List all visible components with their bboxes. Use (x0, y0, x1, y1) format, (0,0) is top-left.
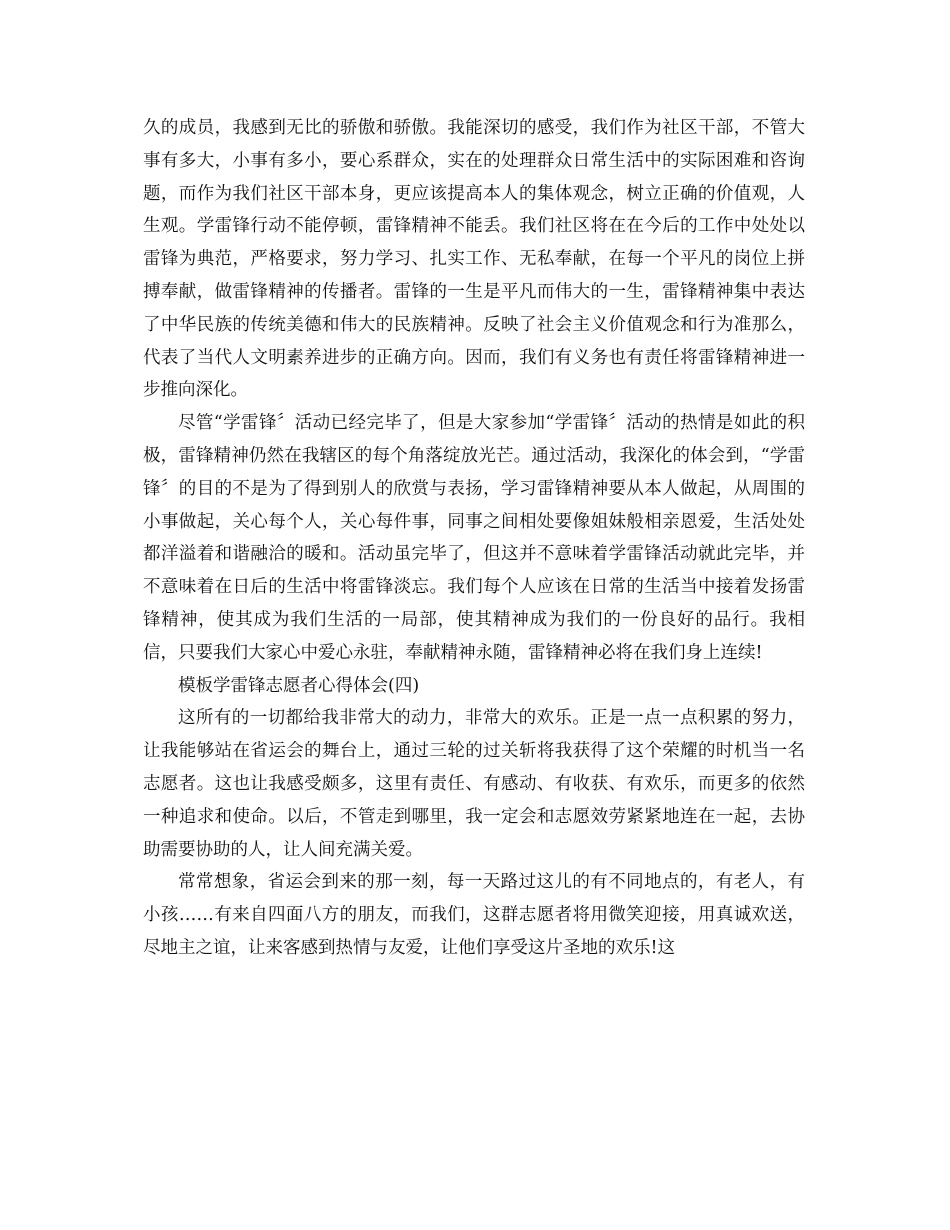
document-body (143, 112, 805, 965)
paragraph: 常常想象，省运会到来的那一刻，每一天路过这儿的有不同地点的，有老人，有小孩……有来自四面八方的朋友，而我们，这群志愿者将用微笑迎接，用真诚欢送，尽地主之谊，让来客感到热情与友爱，让他们享受这片圣地的欢乐!这 (143, 872, 805, 958)
paragraph-continuation: 久的成员，我感到无比的骄傲和骄傲。我能深切的感受，我们作为社区干部，不管大事有多大，小事有多小，要心系群众，实在的处理群众日常生活中的实际困难和咨询题，而作为我们社区干部本身，更应该提高本人的集体观念，树立正确的价值观，人生观。学雷锋行动不能停顿，雷锋精神不能丢。我们社区将在在今后的工作中处处以雷锋为典范，严格要求，努力学习、扎实工作、无私奉献，在每一个平凡的岗位上拼搏奉献，做雷锋精神的传播者。雷锋的一生是平凡而伟大的一生，雷锋精神集中表达了中华民族的传统美德和伟大的民族精神。反映了社会主义价值观念和行为准那么，代表了当代人文明素养进步的正确方向。因而，我们有义务也有责任将雷锋精神进一步推向深化。 (143, 118, 805, 401)
paragraph: 这所有的一切都给我非常大的动力，非常大的欢乐。正是一点一点积累的努力，让我能够站在省运会的舞台上，通过三轮的过关斩将我获得了这个荣耀的时机当一名志愿者。这也让我感受颇多，这里有责任、有感动、有收获、有欢乐，而更多的依然一种追求和使命。以后，不管走到哪里，我一定会和志愿效劳紧紧地连在一起，去协助需要协助的人，让人间充满关爱。 (143, 708, 805, 860)
paragraph: 尽管“学雷锋〞活动已经完毕了，但是大家参加“学雷锋〞活动的热情是如此的积极，雷锋精神仍然在我辖区的每个角落绽放光芒。通过活动，我深化的体会到，“学雷锋〞的目的不是为了得到别人的欣赏与表扬，学习雷锋精神要从本人做起，从周围的小事做起，关心每个人，关心每件事，同事之间相处要像姐妹般相亲恩爱，生活处处都洋溢着和谐融洽的暖和。活动虽完毕了，但这并不意味着学雷锋活动就此完毕，并不意味着在日后的生活中将雷锋淡忘。我们每个人应该在日常的生活当中接着发扬雷锋精神，使其成为我们生活的一局部，使其精神成为我们的一份良好的品行。我相信，只要我们大家心中爱心永驻，奉献精神永随，雷锋精神必将在我们身上连续! (143, 413, 805, 663)
section-heading: 模板学雷锋志愿者心得体会(四) (178, 675, 420, 696)
